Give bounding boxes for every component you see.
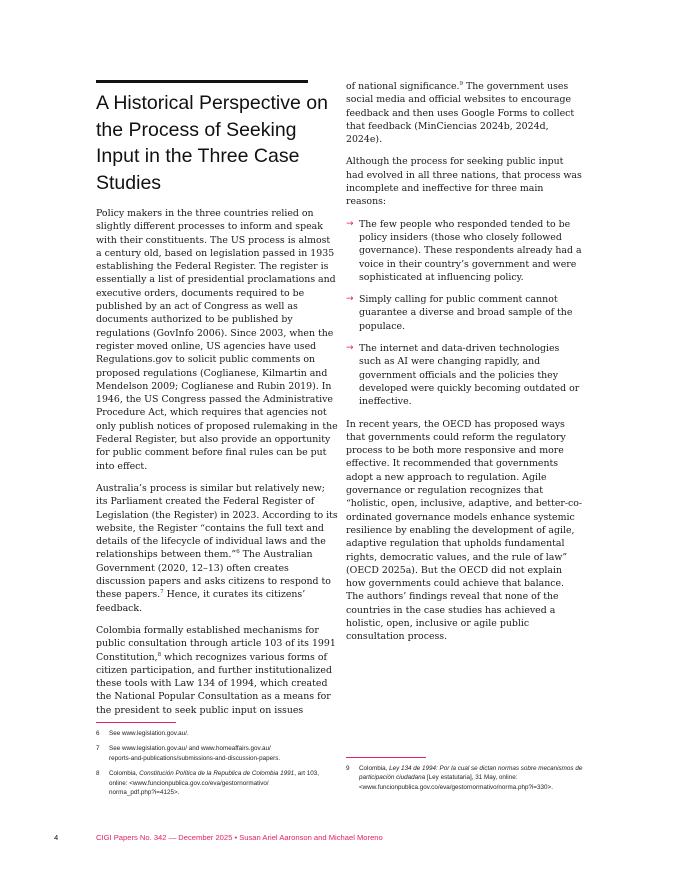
list-item: → Simply calling for public comment cannot guarantee a diverse and broad sample of the populace. [346, 294, 573, 332]
arrow-right-icon: → [346, 218, 354, 229]
footnote: 9 Colombia, Ley 134 de 1994: Por la cual se dictan normas sobre mecanismos de participación ciudadana [Ley estatutaria], 31 May, online: <www.funcionpublica.gov.co/eva/gestornormativo/norma.php?i=330>. [346, 765, 583, 791]
footnotes-right [346, 764, 586, 798]
left-column [96, 207, 338, 726]
list-item: → The internet and data-driven technologies such as AI were changing rapidly, and government officials and the policies they developed were quickly becoming outdated or ineffective. [346, 343, 580, 408]
body-paragraph: In recent years, the OECD has proposed ways that governments could reform the regulatory process to be both more responsive and more effective. It recommended that governments adopt a new approach to regulation. Agile governance or regulation recognizes that “holistic, open, inclusive, adaptive, and better-co-ordinated governance models enhance systemic resilience by enabling the development of agile, adaptive regulation that upholds fundamental rights, democratic values, and the rule of law” (OECD 2025a). But the OECD did not explain how governments could achieve that balance. The authors’ findings reveal that none of the countries in the case studies has achieved a holistic, open, inclusive or agile public consultation process. [346, 418, 583, 643]
heading-top-rule [96, 80, 308, 83]
body-paragraph: Although the process for seeking public input had evolved in all three nations, that process was incomplete and ineffective for three main reasons: [346, 156, 582, 208]
body-paragraph: Colombia formally established mechanisms for public consultation through article 103 of its 1991 Constitution,$^8$ which recognizes various forms of citizen participation, and further institutionalized these tools with Law 134 of 1994, which created the National Popular Consultation as a means for the president to seek public input on issues [96, 624, 336, 716]
footnote-rule-left [96, 722, 176, 723]
footnote-ref[interactable]: 6 [236, 549, 240, 556]
footnotes-left [96, 729, 336, 803]
reasons-list [346, 218, 584, 409]
footnote: 8 Colombia, Constitución Política de la Republica de Colombia 1991, art 103, online: <www.funcionpublica.gov.co/eva/gestornormativo/ norma_pdf.php?i=4125>. [96, 770, 320, 797]
arrow-right-icon: → [346, 294, 354, 305]
page-number: 4 [54, 833, 59, 842]
footnote: 7 See www.legislation.gov.au/ and www.homeaffairs.gov.au/ reports-and-publications/submissions-and-discussion-papers. [96, 745, 281, 762]
footnote-ref[interactable]: 7 [160, 589, 164, 596]
footnote-ref[interactable]: 8 [157, 651, 162, 658]
footnote-rule-right [346, 757, 426, 758]
right-column [346, 80, 584, 653]
footnote-ref[interactable]: 9 [459, 80, 463, 87]
body-paragraph: Policy makers in the three countries relied on slightly different processes to inform and speak with their constituents. The US process is almost a century old, based on legislation passed in 1935 establishing the Federal Register. The register is essentially a list of presidential proclamations and executive orders, documents required to be published by an act of Congress as well as documents authorized to be published by regulations (GovInfo 2006). Since 2003, when the register moved online, US agencies have used Regulations.gov to solicit public comments on proposed regulations (Coglianese, Kilmartin and Mendelson 2009; Coglianese and Rubin 2019). In 1946, the US Congress passed the Administrative Procedure Act, which requires that agencies not only publish notices of proposed rulemaking in the Federal Register, but also provide an opportunity for public comment before final rules can be put into effect. [96, 208, 338, 472]
section-heading: A Historical Perspective on the Process of Seeking Input in the Three Case Studies [96, 92, 328, 194]
body-paragraph: Australia’s process is similar but relatively new; its Parliament created the Federal Register of Legislation (the Register) in 2023. According to its website, the Register “contains the full text and details of the lifecycle of individual laws and the relationships between them.”$^6$ The Australian Government (2020, 12–13) often creates discussion papers and asks citizens to respond to these papers.$^7$ Hence, it curates its citizens’ feedback. [96, 482, 338, 614]
footer-citation: CIGI Papers No. 342 — December 2025 • Susan Ariel Aaronson and Michael Moreno [96, 833, 383, 842]
footnote: 6 See www.legislation.gov.au/. [96, 730, 189, 737]
body-paragraph: of national significance.$^9$ The government uses social media and official websites to encourage feedback and then uses Google Forms to collect that feedback (MinCiencias 2024b, 2024d, 2024e). [346, 80, 575, 146]
arrow-right-icon: → [346, 343, 354, 354]
list-item: → The few people who responded tended to be policy insiders (those who closely followed governance). These respondents already had a voice in their country’s government and were sophisticated at influencing policy. [346, 218, 582, 283]
